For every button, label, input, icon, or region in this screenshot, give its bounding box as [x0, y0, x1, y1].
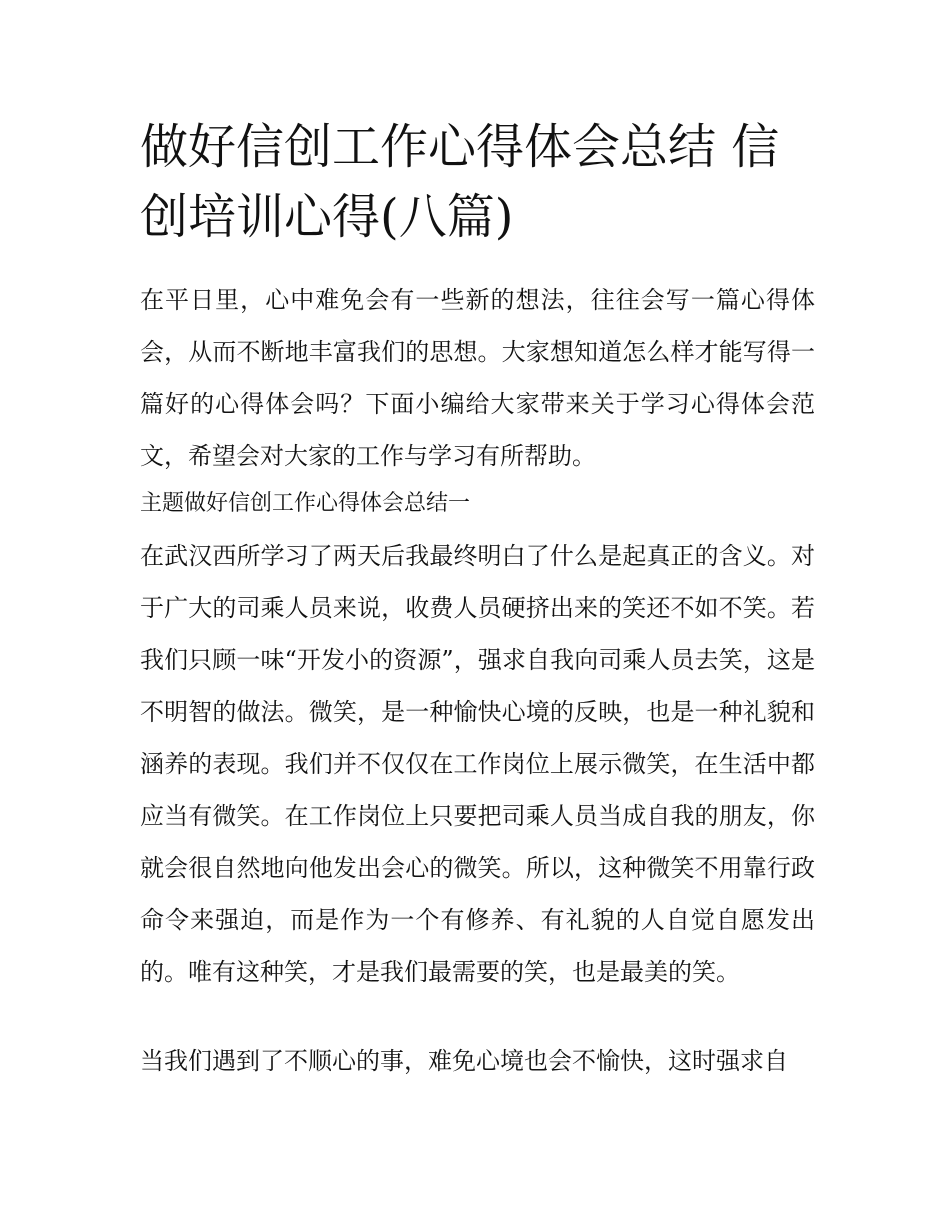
document-title: 做好信创工作心得体会总结 信创培训心得(八篇) [140, 119, 780, 245]
body-paragraph-2: 当我们遇到了不顺心的事，难免心境也会不愉快，这时强求自 [140, 1047, 788, 1075]
intro-paragraph: 在平日里，心中难免会有一些新的想法，往往会写一篇心得体会，从而不断地丰富我们的思想。大家想知道怎么样才能写得一篇好的心得体会吗？下面小编给大家带来关于学习心得体会范文，希望会对大家的工作与学习有所帮助。 [140, 286, 815, 470]
section-heading: 主题做好信创工作心得体会总结一 [140, 491, 471, 516]
body-paragraph-1: 在武汉西所学习了两天后我最终明白了什么是起真正的含义。对于广大的司乘人员来说，收费人员硬挤出来的笑还不如不笑。若我们只顾一味“开发小的资源”，强求自我向司乘人员去笑，这是不明智的做法。微笑，是一种愉快心境的反映，也是一种礼貌和涵养的表现。我们并不仅仅在工作岗位上展示微笑，在生活中都应当有微笑。在工作岗位上只要把司乘人员当成自我的朋友，你就会很自然地向他发出会心的微笑。所以，这种微笑不用靠行政命令来强迫，而是作为一个有修养、有礼貌的人自觉自愿发出的。唯有这种笑，才是我们最需要的笑，也是最美的笑。 [140, 542, 815, 986]
